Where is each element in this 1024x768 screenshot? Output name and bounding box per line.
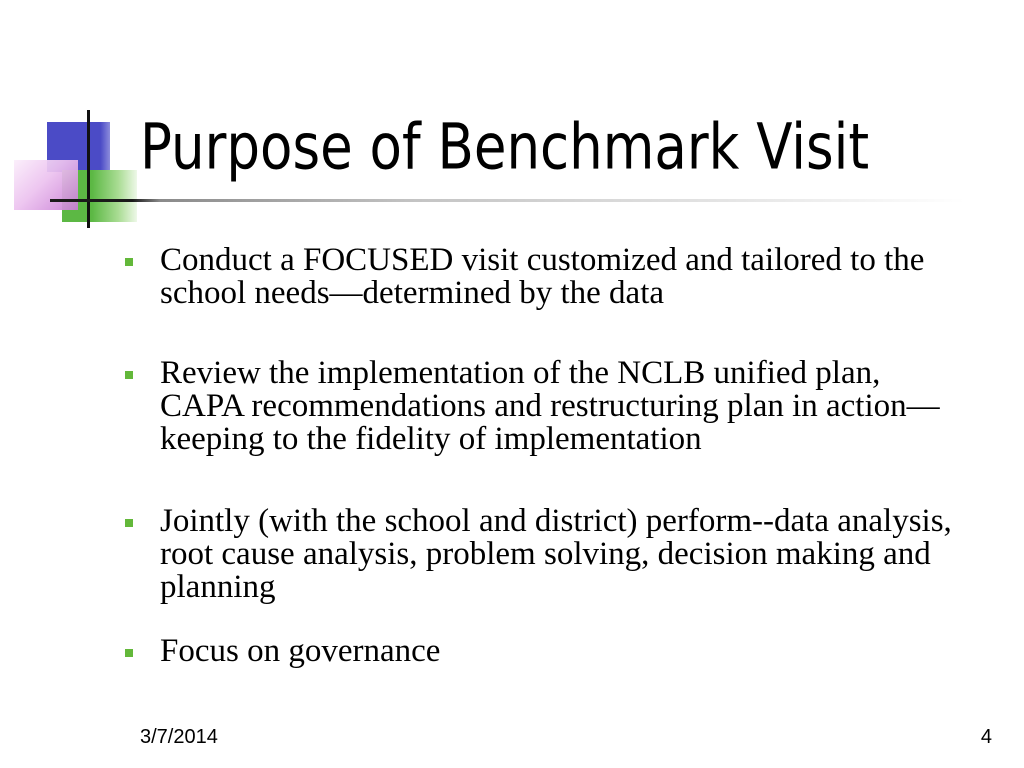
bullet-item	[160, 357, 964, 456]
square-bullet-icon	[125, 649, 133, 657]
vertical-line-decoration	[87, 110, 90, 228]
slide-title: Purpose of Benchmark Visit	[140, 110, 870, 184]
square-bullet-icon	[125, 371, 133, 379]
bullet-text: Conduct a FOCUSED visit customized and tailored to the school needs—determined by the data	[160, 242, 925, 311]
bullet-text: Review the implementation of the NCLB unified plan, CAPA recommendations and restructuring plan in action—keeping to the fidelity of implementation	[160, 355, 940, 457]
title-underline-rule	[50, 199, 965, 202]
bullet-item	[160, 244, 964, 310]
bullet-text: Jointly (with the school and district) perform--data analysis, root cause analysis, problem solving, decision making and planning	[160, 503, 952, 605]
slide-number: 4	[980, 726, 992, 748]
bullet-text: Focus on governance	[160, 633, 441, 669]
square-bullet-icon	[125, 519, 133, 527]
bullet-item	[160, 505, 964, 604]
bullet-item	[160, 635, 964, 668]
square-bullet-icon	[125, 258, 133, 266]
footer-date: 3/7/2014	[140, 726, 218, 748]
pink-square-decoration	[14, 160, 78, 210]
